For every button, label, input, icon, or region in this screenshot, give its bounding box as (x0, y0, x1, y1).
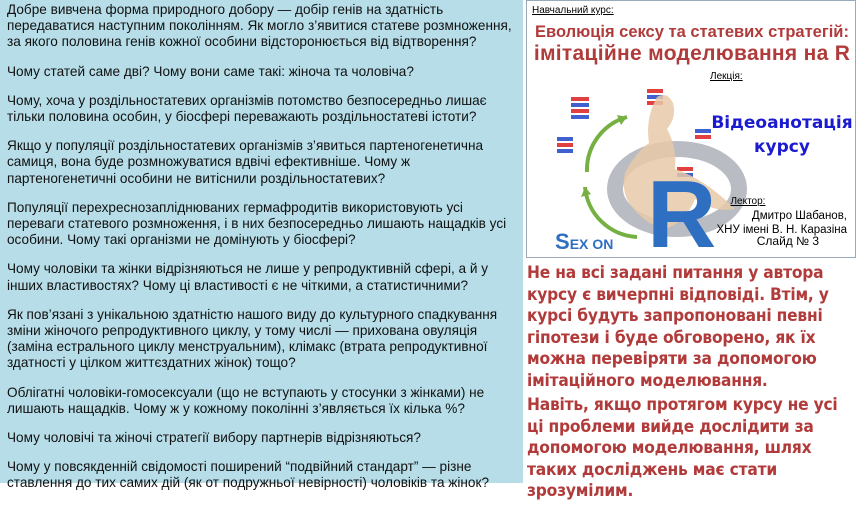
question-item: Чому статей саме дві? Чому вони саме такі: жіноча та чоловіча? (7, 63, 414, 79)
question-item: Добре вивчена форма природного добору — добір генів на здатність передаватися наступним поколінням. Як могло з’явитися статеве розмноження, за якого половина генів кожної особини відсторонюється від відтворення? (7, 2, 512, 50)
video-annotation-line1: Відеоанотація (711, 113, 853, 133)
questions-list (7, 2, 519, 505)
question-item: Чому чоловічі та жіночі стратегії вибору партнерів відрізняються? (7, 430, 421, 446)
logo-ex: EX (569, 236, 589, 252)
course-card (526, 0, 856, 258)
r-logo: R (647, 161, 717, 257)
lecturer-affiliation: ХНУ імені В. Н. Каразіна (716, 224, 847, 236)
lecturer-label: Лектор: (730, 196, 766, 207)
author-note-paragraph: Не на всі задані питання у автора курсу є вичерпні відповіді. Втім, у курсі будуть запропоновані певні гіпотези і буде обговорено, як їх можна перевіряти за допомогою імітаційного моделювання. (527, 263, 829, 391)
lecturer-name: Дмитро Шабанов, (751, 210, 847, 222)
question-item: Чому у повсякденній свідомості поширений “подвійний стандарт” — різне ставлення до тих самих дій (як от подружньої невірності) чоловіків та жінок? (7, 459, 490, 491)
question-item: Якщо у популяції роздільностатевих організмів з’явиться партеногенетична самиця, вона буде розмножуватися вдвічі ефективніше. Чому ж партеногенетичні особини не витіснили роздільностатевих? (7, 138, 484, 186)
video-annotation-label (707, 111, 856, 159)
lecturer-block (716, 195, 847, 237)
question-item: Популяції перехреснозапліднюваних гермафродитів використовують усі переваги статевого розмноження, і в них безпосередньо лишають нащадків усі особини. Чому такі організми не домінують у біосфері? (7, 199, 507, 248)
author-note-paragraph: Навіть, якщо протягом курсу не усі ці проблеми вийде дослідити за допомогою моделювання, шлях таких досліджень має стати зрозумілим. (527, 395, 838, 501)
question-item: Облігатні чоловіки-гомосексуали (що не вступають у стосунки з жінками) не лишають нащадків. Чому ж у кожному поколінні з’являється їх кілька %? (7, 384, 485, 416)
video-annotation-line2: курсу (754, 137, 810, 157)
course-title (529, 23, 855, 66)
question-item: Як пов’язані з унікальною здатністю нашого виду до культурного спадкування зміни жіночого репродуктивного циклу, у тому числі — прихована овуляція (заміна естрального циклу менструальним), клімакс (втрата репродуктивної здатності у цілком життєздатних жінок) тощо? (7, 306, 498, 371)
sex-on-logo (555, 229, 613, 254)
course-title-line1: Еволюція сексу та статевих стратегій: (535, 23, 849, 41)
course-title-line2: імітаційне моделювання на R (533, 42, 851, 65)
right-panel (523, 0, 860, 501)
slide-number: Слайд № 3 (756, 234, 819, 248)
question-item: Чому, хоча у роздільностатевих організмів потомство безпосередньо лишає тільки половина особин, у біосфері переважають роздільностатеві істоти? (7, 92, 487, 125)
question-item: Чому чоловіки та жінки відрізняються не лише у репродуктивній сфері, а й у інших властивостях? Чому ці властивості є не чіткими, а статистичними? (7, 261, 489, 293)
logo-on: ON (592, 236, 614, 252)
lecture-label: Лекція: (710, 71, 743, 82)
course-label: Навчальний курс: (532, 5, 614, 16)
logo-s: S (555, 229, 570, 254)
